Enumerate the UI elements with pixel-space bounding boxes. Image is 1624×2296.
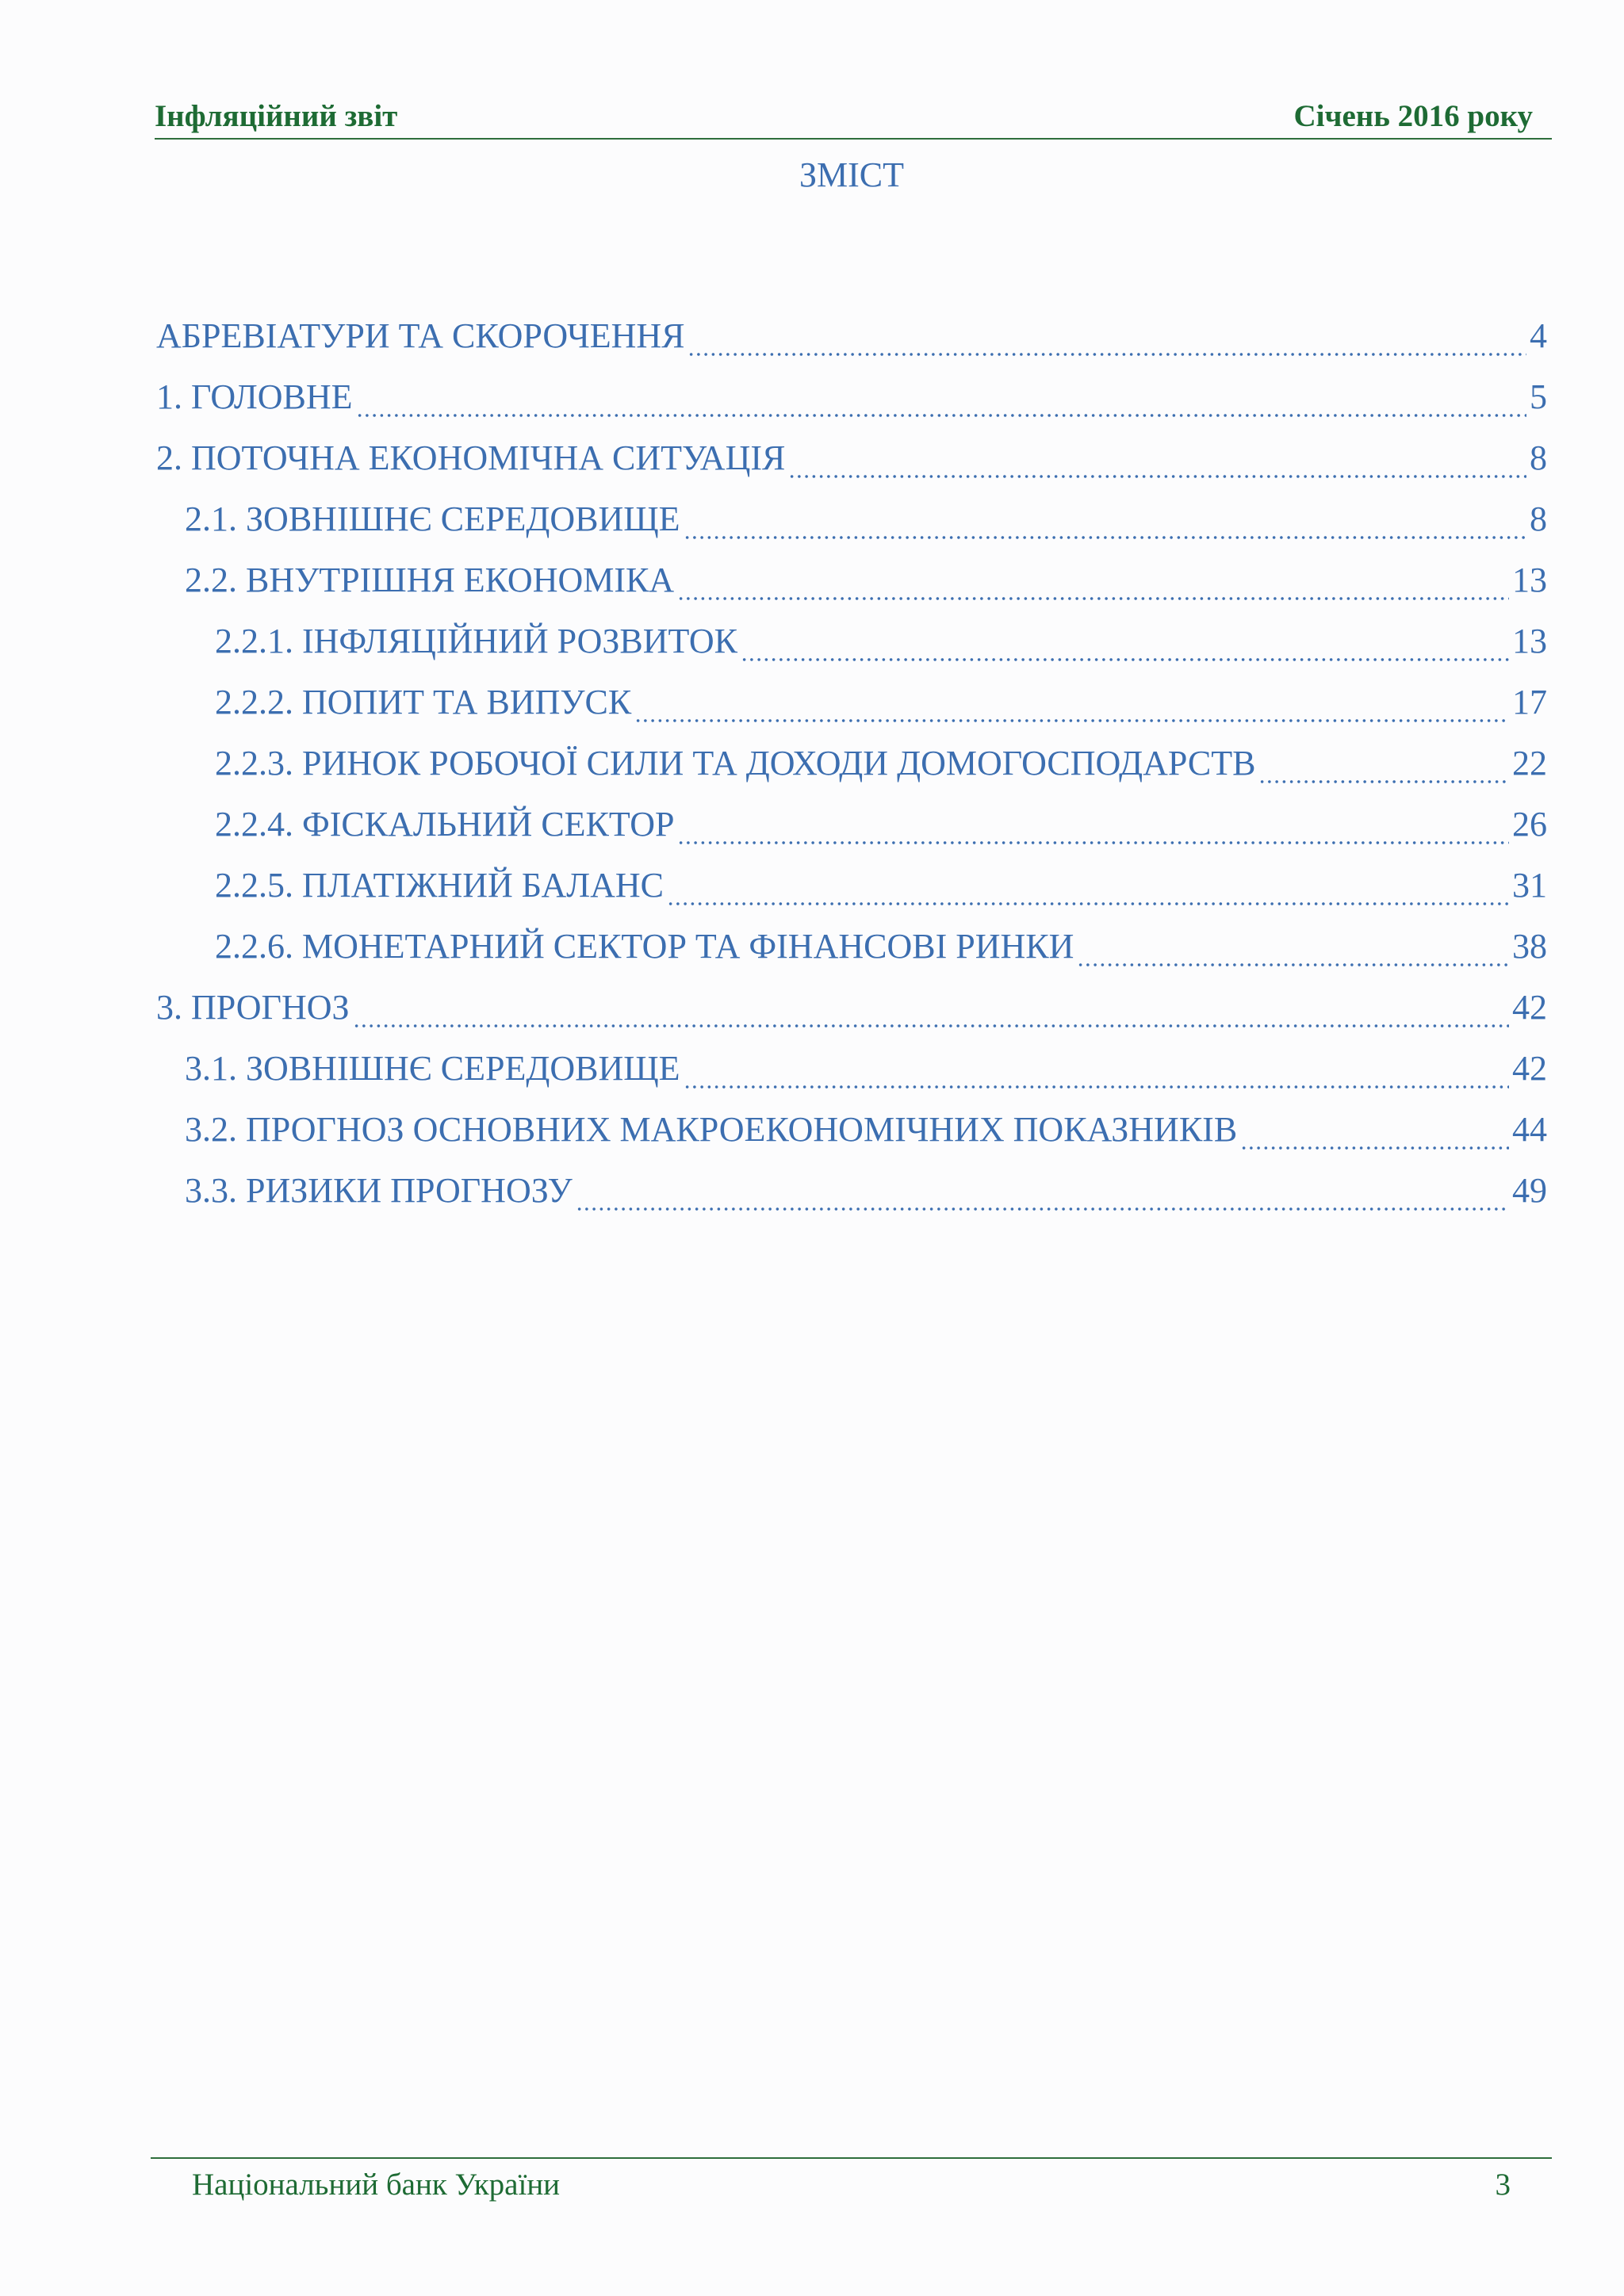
toc-entry-label: 2.1. ЗОВНІШНЄ СЕРЕДОВИЩЕ xyxy=(185,499,680,538)
toc-entry-page: 8 xyxy=(1530,499,1547,538)
toc-entry-label: 2.2. ВНУТРІШНЯ ЕКОНОМІКА xyxy=(185,561,675,599)
dot-leader xyxy=(677,820,1509,851)
toc-entry-page: 26 xyxy=(1512,805,1547,844)
dot-leader xyxy=(684,1064,1509,1096)
toc-entry[interactable] xyxy=(156,987,1547,1035)
toc-entry[interactable] xyxy=(156,438,1547,485)
report-title: Інфляційний звіт xyxy=(155,99,398,133)
toc-entry-label: АБРЕВІАТУРИ ТА СКОРОЧЕННЯ xyxy=(156,316,685,355)
dot-leader xyxy=(1258,759,1509,790)
toc-entry-page: 49 xyxy=(1512,1171,1547,1210)
page-header xyxy=(155,94,1552,140)
toc-entry[interactable] xyxy=(185,1170,1547,1218)
dot-leader xyxy=(788,453,1526,485)
toc-heading: ЗМІСТ xyxy=(799,155,905,194)
toc-entry-page: 13 xyxy=(1512,561,1547,599)
page-number: 3 xyxy=(1495,2168,1511,2202)
dot-leader xyxy=(684,515,1526,546)
toc-entry-label: 2.2.1. ІНФЛЯЦІЙНИЙ РОЗВИТОК xyxy=(215,622,737,660)
toc-entry-label: 3. ПРОГНОЗ xyxy=(156,988,350,1027)
toc-entry[interactable] xyxy=(185,499,1547,546)
toc-entry[interactable] xyxy=(215,804,1547,851)
toc-entry[interactable] xyxy=(215,682,1547,729)
dot-leader xyxy=(688,331,1526,363)
dot-leader xyxy=(741,637,1509,668)
toc-entry-label: 3.2. ПРОГНОЗ ОСНОВНИХ МАКРОЕКОНОМІЧНИХ ПОКАЗНИКІВ xyxy=(185,1110,1238,1149)
toc-entry-label: 2.2.6. МОНЕТАРНИЙ СЕКТОР ТА ФІНАНСОВІ РИНКИ xyxy=(215,927,1074,966)
toc-entry-page: 8 xyxy=(1530,438,1547,477)
toc-entry-page: 22 xyxy=(1512,744,1547,783)
toc-entry-label: 3.1. ЗОВНІШНЄ СЕРЕДОВИЩЕ xyxy=(185,1049,680,1088)
toc-entry-label: 2.2.3. РИНОК РОБОЧОЇ СИЛИ ТА ДОХОДИ ДОМОГОСПОДАРСТВ xyxy=(215,744,1256,783)
toc-entry-page: 5 xyxy=(1530,377,1547,416)
toc-entry-page: 42 xyxy=(1512,1049,1547,1088)
toc-entry-page: 31 xyxy=(1512,866,1547,905)
report-date: Січень 2016 року xyxy=(1293,99,1533,133)
page-footer xyxy=(151,2157,1552,2206)
toc-entry-page: 4 xyxy=(1530,316,1547,355)
toc-entry-label: 2.2.5. ПЛАТІЖНИЙ БАЛАНС xyxy=(215,866,665,905)
dot-leader xyxy=(1240,1125,1509,1157)
dot-leader xyxy=(356,392,1526,424)
toc-entry[interactable] xyxy=(215,743,1547,790)
toc-entry[interactable] xyxy=(185,1109,1547,1157)
dot-leader xyxy=(634,698,1509,729)
toc-entry-label: 2.2.4. ФІСКАЛЬНИЙ СЕКТОР xyxy=(215,805,675,844)
toc-entry[interactable] xyxy=(215,621,1547,668)
dot-leader xyxy=(353,1003,1509,1035)
toc-entry-page: 13 xyxy=(1512,622,1547,660)
dot-leader xyxy=(1077,942,1509,974)
toc-entry[interactable] xyxy=(156,316,1547,363)
toc-entry-label: 1. ГОЛОВНЕ xyxy=(156,377,353,416)
toc-entry-page: 38 xyxy=(1512,927,1547,966)
toc-entry[interactable] xyxy=(185,560,1547,607)
toc-entry-label: 2.2.2. ПОПИТ ТА ВИПУСК xyxy=(215,683,632,721)
dot-leader xyxy=(576,1186,1509,1218)
dot-leader xyxy=(677,576,1509,607)
toc-entry-page: 42 xyxy=(1512,988,1547,1027)
organization-name: Національний банк України xyxy=(192,2168,561,2202)
toc-entry-page: 44 xyxy=(1512,1110,1547,1149)
toc-entry[interactable] xyxy=(215,865,1547,913)
toc-entry-label: 3.3. РИЗИКИ ПРОГНОЗУ xyxy=(185,1171,573,1210)
toc-entry[interactable] xyxy=(156,377,1547,424)
toc-entry-page: 17 xyxy=(1512,683,1547,721)
dot-leader xyxy=(667,881,1509,913)
toc-entry-label: 2. ПОТОЧНА ЕКОНОМІЧНА СИТУАЦІЯ xyxy=(156,438,786,477)
toc-entry[interactable] xyxy=(215,926,1547,974)
toc-entry[interactable] xyxy=(185,1048,1547,1096)
